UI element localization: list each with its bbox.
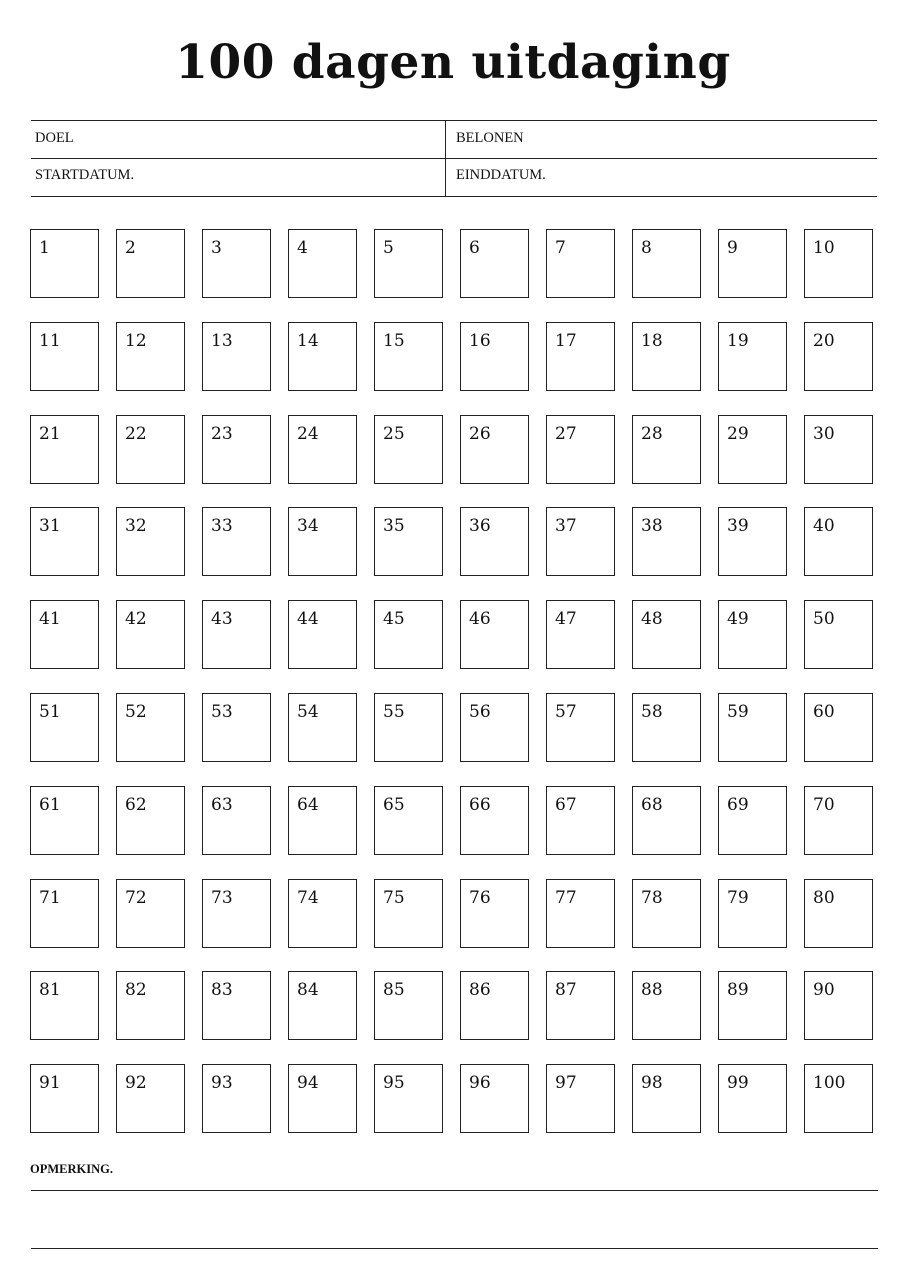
day-number: 45	[383, 609, 405, 629]
day-box[interactable]	[288, 971, 357, 1040]
day-box[interactable]	[804, 229, 873, 298]
day-box[interactable]	[632, 229, 701, 298]
day-box[interactable]	[374, 693, 443, 762]
day-box[interactable]	[30, 693, 99, 762]
day-box[interactable]	[460, 415, 529, 484]
day-box[interactable]	[718, 879, 787, 948]
day-box[interactable]	[374, 507, 443, 576]
info-row-dates	[31, 158, 877, 195]
day-number: 30	[813, 424, 835, 444]
day-number: 85	[383, 980, 405, 1000]
day-number: 69	[727, 795, 749, 815]
day-box[interactable]	[460, 693, 529, 762]
day-number: 3	[211, 238, 222, 258]
day-box[interactable]	[288, 507, 357, 576]
day-box[interactable]	[288, 786, 357, 855]
day-number: 6	[469, 238, 480, 258]
day-number: 14	[297, 331, 319, 351]
day-box[interactable]	[374, 322, 443, 391]
day-number: 57	[555, 702, 577, 722]
end-date-field[interactable]: EINDDATUM.	[456, 167, 546, 183]
day-box[interactable]	[804, 693, 873, 762]
day-number: 7	[555, 238, 566, 258]
day-number: 35	[383, 516, 405, 536]
day-number: 42	[125, 609, 147, 629]
day-box[interactable]	[632, 1064, 701, 1133]
day-number: 59	[727, 702, 749, 722]
day-box[interactable]	[30, 507, 99, 576]
day-number: 60	[813, 702, 835, 722]
info-divider	[445, 121, 446, 196]
day-number: 8	[641, 238, 652, 258]
day-box[interactable]	[460, 1064, 529, 1133]
day-number: 84	[297, 980, 319, 1000]
day-box[interactable]	[374, 600, 443, 669]
day-box[interactable]	[546, 415, 615, 484]
day-number: 2	[125, 238, 136, 258]
day-box[interactable]	[632, 971, 701, 1040]
day-box[interactable]	[374, 971, 443, 1040]
day-box[interactable]	[116, 1064, 185, 1133]
day-number: 21	[39, 424, 61, 444]
day-box[interactable]	[116, 879, 185, 948]
day-number: 47	[555, 609, 577, 629]
day-box[interactable]	[30, 1064, 99, 1133]
goal-field[interactable]: DOEL	[35, 130, 74, 146]
day-number: 58	[641, 702, 663, 722]
day-box[interactable]	[202, 415, 271, 484]
day-box[interactable]	[116, 693, 185, 762]
day-number: 88	[641, 980, 663, 1000]
day-number: 44	[297, 609, 319, 629]
day-box[interactable]	[116, 415, 185, 484]
day-box[interactable]	[116, 507, 185, 576]
day-number: 87	[555, 980, 577, 1000]
day-number: 75	[383, 888, 405, 908]
day-number: 20	[813, 331, 835, 351]
day-box[interactable]	[546, 879, 615, 948]
day-number: 76	[469, 888, 491, 908]
day-box[interactable]	[804, 415, 873, 484]
day-box[interactable]	[30, 879, 99, 948]
day-number: 23	[211, 424, 233, 444]
day-box[interactable]	[288, 1064, 357, 1133]
day-box[interactable]	[718, 507, 787, 576]
day-box[interactable]	[30, 415, 99, 484]
notes-line[interactable]	[31, 1248, 878, 1249]
day-number: 91	[39, 1073, 61, 1093]
day-box[interactable]	[546, 600, 615, 669]
day-number: 92	[125, 1073, 147, 1093]
day-number: 46	[469, 609, 491, 629]
day-box[interactable]	[30, 786, 99, 855]
day-number: 82	[125, 980, 147, 1000]
day-number: 25	[383, 424, 405, 444]
day-box[interactable]	[632, 693, 701, 762]
day-box[interactable]	[288, 600, 357, 669]
start-date-field[interactable]: STARTDATUM.	[35, 167, 135, 183]
day-box[interactable]	[374, 415, 443, 484]
day-number: 73	[211, 888, 233, 908]
day-box[interactable]	[460, 879, 529, 948]
day-number: 29	[727, 424, 749, 444]
day-number: 4	[297, 238, 308, 258]
day-box[interactable]	[374, 229, 443, 298]
day-box[interactable]	[718, 415, 787, 484]
day-box[interactable]	[804, 1064, 873, 1133]
day-number: 43	[211, 609, 233, 629]
day-number: 12	[125, 331, 147, 351]
info-row-goal-reward	[31, 121, 877, 159]
day-box[interactable]	[288, 879, 357, 948]
day-box[interactable]	[202, 879, 271, 948]
day-number: 95	[383, 1073, 405, 1093]
day-number: 28	[641, 424, 663, 444]
reward-field[interactable]: BELONEN	[456, 130, 524, 146]
day-box[interactable]	[718, 229, 787, 298]
day-box[interactable]	[546, 693, 615, 762]
day-number: 26	[469, 424, 491, 444]
day-box[interactable]	[804, 971, 873, 1040]
day-box[interactable]	[202, 693, 271, 762]
day-box[interactable]	[632, 600, 701, 669]
day-number: 70	[813, 795, 835, 815]
day-box[interactable]	[374, 879, 443, 948]
day-number: 62	[125, 795, 147, 815]
day-number: 32	[125, 516, 147, 536]
day-number: 81	[39, 980, 61, 1000]
day-box[interactable]	[460, 600, 529, 669]
day-box[interactable]	[632, 415, 701, 484]
day-number: 83	[211, 980, 233, 1000]
day-box[interactable]	[460, 229, 529, 298]
day-box[interactable]	[546, 507, 615, 576]
day-number: 33	[211, 516, 233, 536]
day-number: 98	[641, 1073, 663, 1093]
day-number: 89	[727, 980, 749, 1000]
day-number: 19	[727, 331, 749, 351]
day-box[interactable]	[632, 786, 701, 855]
day-number: 67	[555, 795, 577, 815]
day-box[interactable]	[804, 879, 873, 948]
day-box[interactable]	[460, 322, 529, 391]
day-number: 1	[39, 238, 50, 258]
day-box[interactable]	[288, 229, 357, 298]
day-number: 18	[641, 331, 663, 351]
day-box[interactable]	[718, 600, 787, 669]
day-number: 50	[813, 609, 835, 629]
day-number: 39	[727, 516, 749, 536]
day-number: 49	[727, 609, 749, 629]
day-box[interactable]	[288, 322, 357, 391]
day-number: 53	[211, 702, 233, 722]
day-number: 54	[297, 702, 319, 722]
day-box[interactable]	[546, 229, 615, 298]
day-number: 68	[641, 795, 663, 815]
day-number: 37	[555, 516, 577, 536]
day-box[interactable]	[30, 971, 99, 1040]
day-number: 38	[641, 516, 663, 536]
day-number: 99	[727, 1073, 749, 1093]
day-box[interactable]	[288, 415, 357, 484]
info-table	[31, 120, 877, 197]
day-box[interactable]	[374, 786, 443, 855]
day-box[interactable]	[202, 600, 271, 669]
day-number: 90	[813, 980, 835, 1000]
page-title: 100 dagen uitdaging	[175, 35, 731, 90]
day-number: 66	[469, 795, 491, 815]
notes-label: OPMERKING.	[30, 1162, 113, 1176]
day-number: 34	[297, 516, 319, 536]
day-number: 64	[297, 795, 319, 815]
day-number: 41	[39, 609, 61, 629]
day-number: 31	[39, 516, 61, 536]
day-box[interactable]	[30, 229, 99, 298]
day-number: 13	[211, 331, 233, 351]
day-number: 79	[727, 888, 749, 908]
day-number: 24	[297, 424, 319, 444]
day-number: 94	[297, 1073, 319, 1093]
day-number: 77	[555, 888, 577, 908]
day-box[interactable]	[718, 322, 787, 391]
day-box[interactable]	[804, 786, 873, 855]
day-number: 100	[813, 1073, 846, 1093]
day-box[interactable]	[718, 1064, 787, 1133]
day-number: 56	[469, 702, 491, 722]
day-box[interactable]	[718, 693, 787, 762]
day-number: 9	[727, 238, 738, 258]
day-number: 15	[383, 331, 405, 351]
day-number: 63	[211, 795, 233, 815]
day-number: 55	[383, 702, 405, 722]
day-box[interactable]	[546, 971, 615, 1040]
day-box[interactable]	[116, 786, 185, 855]
day-number: 16	[469, 331, 491, 351]
day-box[interactable]	[202, 971, 271, 1040]
day-box[interactable]	[202, 507, 271, 576]
day-box[interactable]	[632, 322, 701, 391]
day-number: 97	[555, 1073, 577, 1093]
day-number: 11	[39, 331, 61, 351]
day-number: 72	[125, 888, 147, 908]
day-number: 36	[469, 516, 491, 536]
day-box[interactable]	[546, 786, 615, 855]
day-number: 80	[813, 888, 835, 908]
day-number: 71	[39, 888, 61, 908]
day-box[interactable]	[374, 1064, 443, 1133]
day-number: 48	[641, 609, 663, 629]
day-number: 40	[813, 516, 835, 536]
day-box[interactable]	[804, 507, 873, 576]
day-number: 10	[813, 238, 835, 258]
day-box[interactable]	[116, 229, 185, 298]
day-box[interactable]	[804, 600, 873, 669]
day-box[interactable]	[718, 786, 787, 855]
notes-line[interactable]	[31, 1190, 878, 1191]
day-number: 93	[211, 1073, 233, 1093]
day-box[interactable]	[632, 879, 701, 948]
day-box[interactable]	[460, 786, 529, 855]
day-box[interactable]	[30, 600, 99, 669]
day-number: 61	[39, 795, 61, 815]
day-number: 96	[469, 1073, 491, 1093]
day-box[interactable]	[546, 1064, 615, 1133]
day-box[interactable]	[460, 507, 529, 576]
day-number: 5	[383, 238, 394, 258]
day-box[interactable]	[288, 693, 357, 762]
day-box[interactable]	[202, 786, 271, 855]
day-box[interactable]	[30, 322, 99, 391]
day-box[interactable]	[202, 1064, 271, 1133]
day-number: 86	[469, 980, 491, 1000]
day-number: 17	[555, 331, 577, 351]
day-box[interactable]	[804, 322, 873, 391]
day-number: 65	[383, 795, 405, 815]
day-number: 52	[125, 702, 147, 722]
day-number: 27	[555, 424, 577, 444]
day-box[interactable]	[460, 971, 529, 1040]
day-box[interactable]	[202, 322, 271, 391]
day-number: 22	[125, 424, 147, 444]
day-box[interactable]	[632, 507, 701, 576]
day-number: 51	[39, 702, 61, 722]
day-box[interactable]	[116, 600, 185, 669]
day-box[interactable]	[202, 229, 271, 298]
day-box[interactable]	[116, 971, 185, 1040]
day-box[interactable]	[546, 322, 615, 391]
day-number: 74	[297, 888, 319, 908]
day-box[interactable]	[116, 322, 185, 391]
day-number: 78	[641, 888, 663, 908]
day-box[interactable]	[718, 971, 787, 1040]
